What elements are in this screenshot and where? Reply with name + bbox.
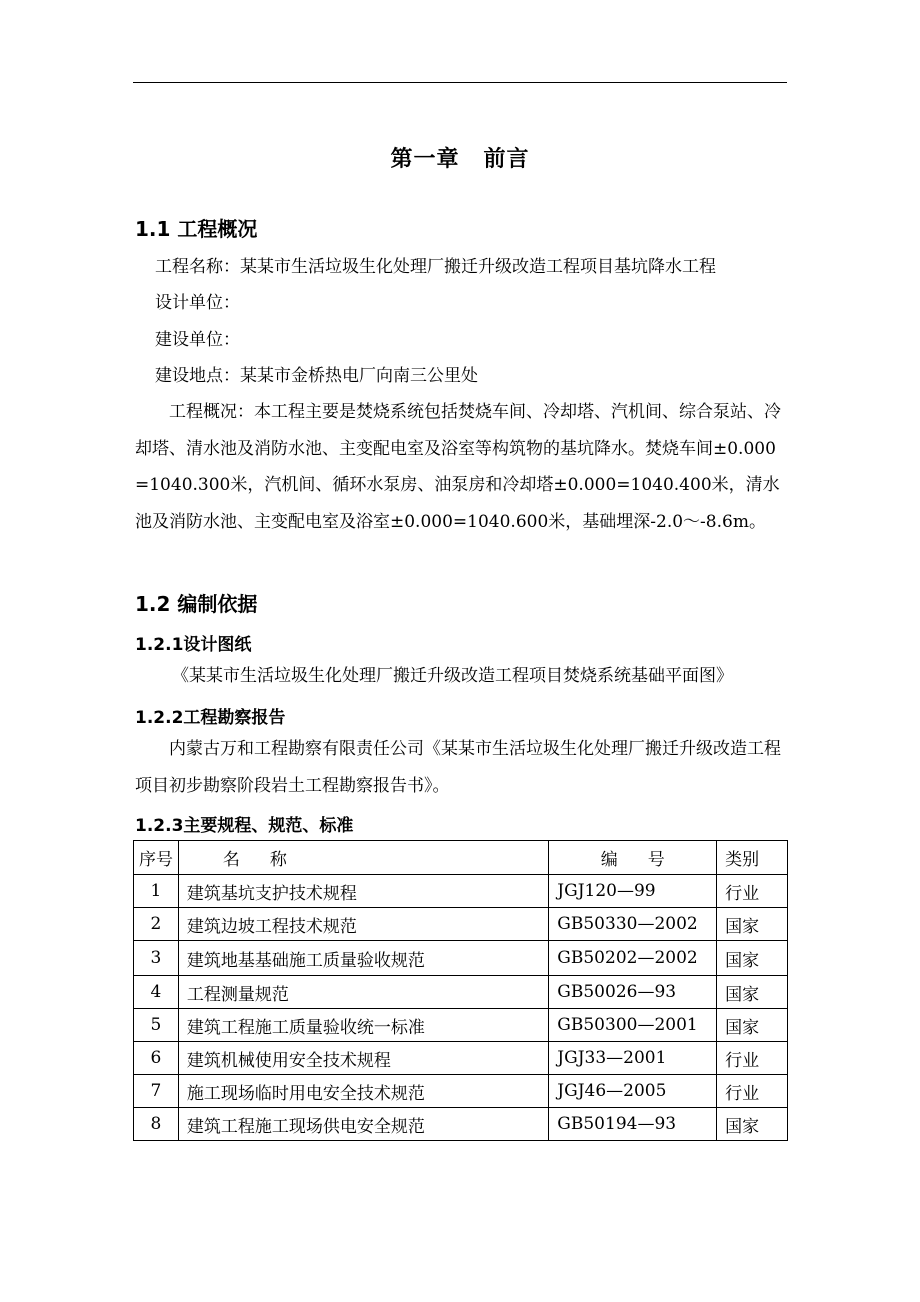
chapter-name: 前言 xyxy=(483,147,530,172)
row-no: 6 xyxy=(134,1042,179,1075)
header-code xyxy=(549,841,717,875)
build-unit-line: 建设单位： xyxy=(155,330,240,350)
header-code-a: 编 xyxy=(600,850,618,870)
row-code: JGJ33—2001 xyxy=(549,1042,717,1075)
row-no: 3 xyxy=(134,941,179,976)
row-code: GB50194—93 xyxy=(549,1108,717,1141)
table-row xyxy=(134,1009,788,1042)
row-name: 建筑地基基础施工质量验收规范 xyxy=(178,941,548,976)
row-category: 行业 xyxy=(717,1075,788,1108)
row-category: 国家 xyxy=(717,908,788,941)
header-no: 序号 xyxy=(134,841,179,875)
header-category: 类别 xyxy=(717,841,788,875)
row-category: 国家 xyxy=(717,941,788,976)
row-no: 5 xyxy=(134,1009,179,1042)
section-1-2-1-heading: 1.2.1设计图纸 xyxy=(135,635,252,655)
design-drawing-text: 《某某市生活垃圾生化处理厂搬迁升级改造工程项目焚烧系统基础平面图》 xyxy=(172,666,733,686)
section-1-1-heading: 1.1 工程概况 xyxy=(135,217,258,241)
row-category: 国家 xyxy=(717,1009,788,1042)
row-no: 2 xyxy=(134,908,179,941)
row-code: GB50300—2001 xyxy=(549,1009,717,1042)
table-row xyxy=(134,875,788,908)
header-name-a: 名 xyxy=(222,850,240,870)
chapter-number: 第一章 xyxy=(390,147,460,172)
row-code: GB50202—2002 xyxy=(549,941,717,976)
table-row xyxy=(134,976,788,1009)
row-code: JGJ120—99 xyxy=(549,875,717,908)
row-code: JGJ46—2005 xyxy=(549,1075,717,1108)
row-name: 工程测量规范 xyxy=(178,976,548,1009)
row-name: 建筑边坡工程技术规范 xyxy=(178,908,548,941)
table-header-row xyxy=(134,841,788,875)
row-no: 8 xyxy=(134,1108,179,1141)
standards-table xyxy=(133,840,788,1141)
overview-paragraph: 工程概况：本工程主要是焚烧系统包括焚烧车间、冷却塔、汽机间、综合泵站、冷却塔、清水池及消防水池、主变配电室及浴室等构筑物的基坑降水。焚烧车间±0.000=1040.300米，汽机间、循环水泵房、油泵房和冷却塔±0.000=1040.400米，清水池及消防水池、主变配电室及浴室±0.000=1040.600米，基础埋深-2.0～-8.6m。 xyxy=(135,402,781,532)
row-category: 国家 xyxy=(717,976,788,1009)
table-row xyxy=(134,1075,788,1108)
header-name-b: 称 xyxy=(269,850,287,870)
row-category: 国家 xyxy=(717,1108,788,1141)
row-category: 行业 xyxy=(717,1042,788,1075)
header-name xyxy=(178,841,548,875)
row-name: 施工现场临时用电安全技术规范 xyxy=(178,1075,548,1108)
section-1-2-3-heading: 1.2.3主要规程、规范、标准 xyxy=(135,816,354,836)
row-name: 建筑工程施工质量验收统一标准 xyxy=(178,1009,548,1042)
row-name: 建筑工程施工现场供电安全规范 xyxy=(178,1108,548,1141)
row-no: 1 xyxy=(134,875,179,908)
row-code: GB50330—2002 xyxy=(549,908,717,941)
row-category: 行业 xyxy=(717,875,788,908)
table-row xyxy=(134,1108,788,1141)
table-row xyxy=(134,941,788,976)
header-rule xyxy=(133,82,787,83)
row-no: 7 xyxy=(134,1075,179,1108)
project-name-line: 工程名称：某某市生活垃圾生化处理厂搬迁升级改造工程项目基坑降水工程 xyxy=(155,257,716,277)
header-code-b: 号 xyxy=(647,850,665,870)
row-name: 建筑基坑支护技术规程 xyxy=(178,875,548,908)
section-1-2-2-heading: 1.2.2工程勘察报告 xyxy=(135,708,286,728)
location-line: 建设地点：某某市金桥热电厂向南三公里处 xyxy=(155,366,478,386)
section-1-2-heading: 1.2 编制依据 xyxy=(135,592,258,616)
row-no: 4 xyxy=(134,976,179,1009)
chapter-title xyxy=(0,142,920,173)
row-name: 建筑机械使用安全技术规程 xyxy=(178,1042,548,1075)
table-row xyxy=(134,1042,788,1075)
table-row xyxy=(134,908,788,941)
survey-report-paragraph: 内蒙古万和工程勘察有限责任公司《某某市生活垃圾生化处理厂搬迁升级改造工程项目初步勘察阶段岩土工程勘察报告书》。 xyxy=(135,739,781,796)
row-code: GB50026—93 xyxy=(549,976,717,1009)
design-unit-line: 设计单位： xyxy=(155,293,240,313)
